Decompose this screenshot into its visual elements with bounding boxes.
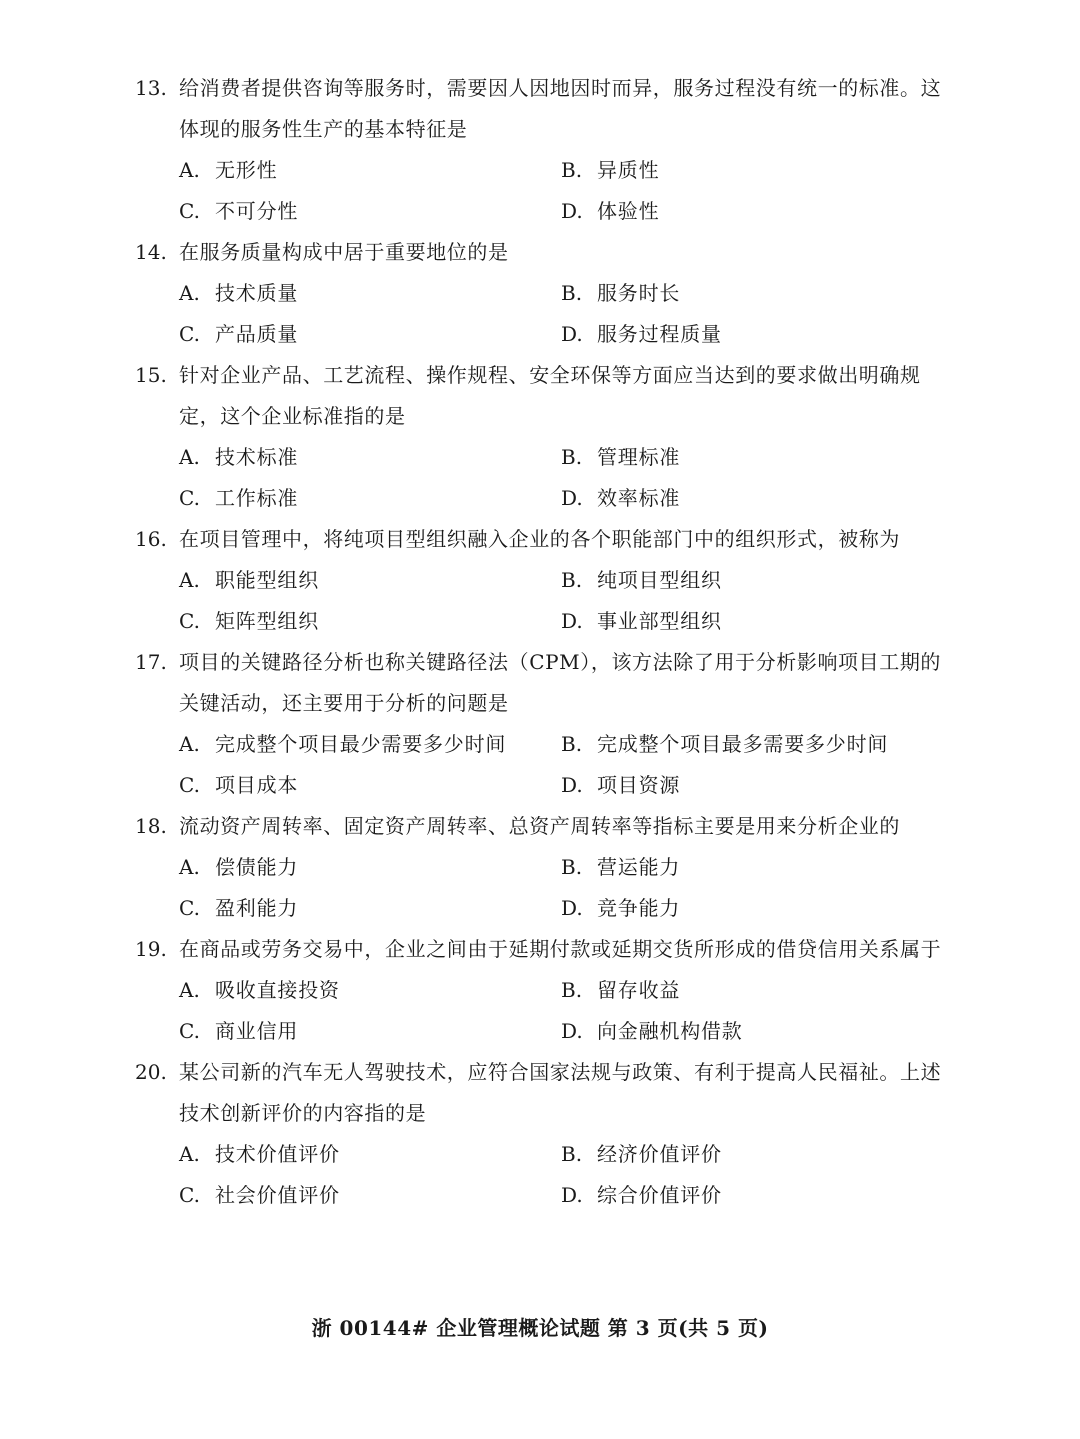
option-text: 项目成本 xyxy=(215,773,299,797)
question-14 xyxy=(135,232,955,355)
option-letter: D. xyxy=(561,199,583,223)
option-letter: B. xyxy=(561,1142,583,1166)
option-c xyxy=(179,1011,561,1052)
question-number: 18. xyxy=(135,814,167,838)
option-c xyxy=(179,191,561,232)
question-13 xyxy=(135,68,955,232)
option-a xyxy=(179,437,561,478)
question-stem xyxy=(135,1052,955,1134)
option-text: 纯项目型组织 xyxy=(597,568,722,592)
option-b xyxy=(561,273,961,314)
option-text: 向金融机构借款 xyxy=(597,1019,743,1043)
option-letter: A. xyxy=(179,978,200,1002)
option-text: 留存收益 xyxy=(597,978,681,1002)
option-letter: D. xyxy=(561,486,583,510)
question-text: 某公司新的汽车无人驾驶技术，应符合国家法规与政策、有利于提高人民福祉。上述技术创新评价的内容指的是 xyxy=(179,1060,942,1125)
question-stem xyxy=(135,806,955,847)
option-letter: B. xyxy=(561,855,583,879)
option-text: 商业信用 xyxy=(215,1019,299,1043)
option-letter: C. xyxy=(179,896,200,920)
option-letter: A. xyxy=(179,855,200,879)
option-letter: B. xyxy=(561,732,583,756)
question-text: 在服务质量构成中居于重要地位的是 xyxy=(179,240,509,264)
question-stem xyxy=(135,68,955,150)
option-a xyxy=(179,560,561,601)
option-text: 综合价值评价 xyxy=(597,1183,722,1207)
option-text: 无形性 xyxy=(215,158,278,182)
option-letter: C. xyxy=(179,773,200,797)
option-letter: C. xyxy=(179,199,200,223)
option-letter: D. xyxy=(561,773,583,797)
option-letter: B. xyxy=(561,568,583,592)
question-text: 给消费者提供咨询等服务时，需要因人因地因时而异，服务过程没有统一的标准。这体现的服务性生产的基本特征是 xyxy=(179,76,942,141)
question-text: 项目的关键路径分析也称关键路径法（CPM），该方法除了用于分析影响项目工期的关键活动，还主要用于分析的问题是 xyxy=(179,650,942,715)
option-text: 营运能力 xyxy=(597,855,681,879)
option-grid xyxy=(179,560,955,642)
question-number: 13. xyxy=(135,76,167,100)
option-b xyxy=(561,1134,961,1175)
option-letter: A. xyxy=(179,158,200,182)
option-text: 不可分性 xyxy=(215,199,299,223)
option-grid xyxy=(179,150,955,232)
option-letter: C. xyxy=(179,322,200,346)
option-grid xyxy=(179,1134,955,1216)
option-text: 事业部型组织 xyxy=(597,609,722,633)
option-b xyxy=(561,724,961,765)
option-c xyxy=(179,601,561,642)
option-text: 吸收直接投资 xyxy=(215,978,340,1002)
option-a xyxy=(179,273,561,314)
question-18 xyxy=(135,806,955,929)
option-grid xyxy=(179,724,955,806)
option-text: 社会价值评价 xyxy=(215,1183,340,1207)
option-text: 完成整个项目最少需要多少时间 xyxy=(215,732,507,756)
option-d xyxy=(561,1011,961,1052)
question-15 xyxy=(135,355,955,519)
option-letter: B. xyxy=(561,978,583,1002)
option-text: 体验性 xyxy=(597,199,660,223)
option-text: 管理标准 xyxy=(597,445,681,469)
option-letter: D. xyxy=(561,1019,583,1043)
option-text: 经济价值评价 xyxy=(597,1142,722,1166)
option-letter: C. xyxy=(179,486,200,510)
question-19 xyxy=(135,929,955,1052)
option-text: 效率标准 xyxy=(597,486,681,510)
question-text: 针对企业产品、工艺流程、操作规程、安全环保等方面应当达到的要求做出明确规定，这个企业标准指的是 xyxy=(179,363,921,428)
option-c xyxy=(179,314,561,355)
option-letter: A. xyxy=(179,445,200,469)
question-list xyxy=(0,68,1080,1216)
option-a xyxy=(179,970,561,1011)
option-grid xyxy=(179,970,955,1052)
question-20 xyxy=(135,1052,955,1216)
option-text: 异质性 xyxy=(597,158,660,182)
option-text: 服务过程质量 xyxy=(597,322,722,346)
option-b xyxy=(561,150,961,191)
option-text: 职能型组织 xyxy=(215,568,319,592)
question-17 xyxy=(135,642,955,806)
question-stem xyxy=(135,355,955,437)
option-a xyxy=(179,150,561,191)
question-number: 15. xyxy=(135,363,167,387)
option-letter: B. xyxy=(561,158,583,182)
question-16 xyxy=(135,519,955,642)
option-d xyxy=(561,765,961,806)
option-c xyxy=(179,478,561,519)
question-stem xyxy=(135,519,955,560)
option-d xyxy=(561,314,961,355)
question-stem xyxy=(135,642,955,724)
option-a xyxy=(179,847,561,888)
option-letter: C. xyxy=(179,1183,200,1207)
option-letter: D. xyxy=(561,896,583,920)
option-letter: A. xyxy=(179,732,200,756)
option-letter: A. xyxy=(179,281,200,305)
option-letter: D. xyxy=(561,322,583,346)
option-c xyxy=(179,888,561,929)
option-text: 服务时长 xyxy=(597,281,681,305)
option-text: 竞争能力 xyxy=(597,896,681,920)
option-grid xyxy=(179,273,955,355)
option-a xyxy=(179,724,561,765)
option-letter: C. xyxy=(179,1019,200,1043)
option-c xyxy=(179,765,561,806)
option-text: 项目资源 xyxy=(597,773,681,797)
option-text: 工作标准 xyxy=(215,486,299,510)
option-text: 完成整个项目最多需要多少时间 xyxy=(597,732,889,756)
option-text: 技术标准 xyxy=(215,445,299,469)
option-grid xyxy=(179,847,955,929)
option-letter: A. xyxy=(179,568,200,592)
question-number: 14. xyxy=(135,240,167,264)
option-a xyxy=(179,1134,561,1175)
question-stem xyxy=(135,232,955,273)
option-text: 矩阵型组织 xyxy=(215,609,319,633)
option-b xyxy=(561,437,961,478)
option-d xyxy=(561,888,961,929)
question-number: 20. xyxy=(135,1060,167,1084)
option-letter: B. xyxy=(561,445,583,469)
option-letter: B. xyxy=(561,281,583,305)
option-letter: D. xyxy=(561,609,583,633)
option-c xyxy=(179,1175,561,1216)
question-text: 流动资产周转率、固定资产周转率、总资产周转率等指标主要是用来分析企业的 xyxy=(179,814,900,838)
option-d xyxy=(561,1175,961,1216)
page-footer: 浙 00144# 企业管理概论试题 第 3 页(共 5 页) xyxy=(311,1316,769,1340)
option-text: 技术价值评价 xyxy=(215,1142,340,1166)
question-number: 16. xyxy=(135,527,167,551)
question-number: 19. xyxy=(135,937,167,961)
option-letter: A. xyxy=(179,1142,200,1166)
question-stem xyxy=(135,929,955,970)
question-number: 17. xyxy=(135,650,167,674)
option-text: 偿债能力 xyxy=(215,855,299,879)
option-b xyxy=(561,560,961,601)
option-letter: C. xyxy=(179,609,200,633)
option-text: 盈利能力 xyxy=(215,896,299,920)
option-d xyxy=(561,601,961,642)
question-text: 在商品或劳务交易中，企业之间由于延期付款或延期交货所形成的借贷信用关系属于 xyxy=(179,937,942,961)
option-b xyxy=(561,970,961,1011)
option-letter: D. xyxy=(561,1183,583,1207)
option-grid xyxy=(179,437,955,519)
option-b xyxy=(561,847,961,888)
option-text: 产品质量 xyxy=(215,322,299,346)
option-d xyxy=(561,191,961,232)
question-text: 在项目管理中，将纯项目型组织融入企业的各个职能部门中的组织形式，被称为 xyxy=(179,527,900,551)
option-text: 技术质量 xyxy=(215,281,299,305)
option-d xyxy=(561,478,961,519)
